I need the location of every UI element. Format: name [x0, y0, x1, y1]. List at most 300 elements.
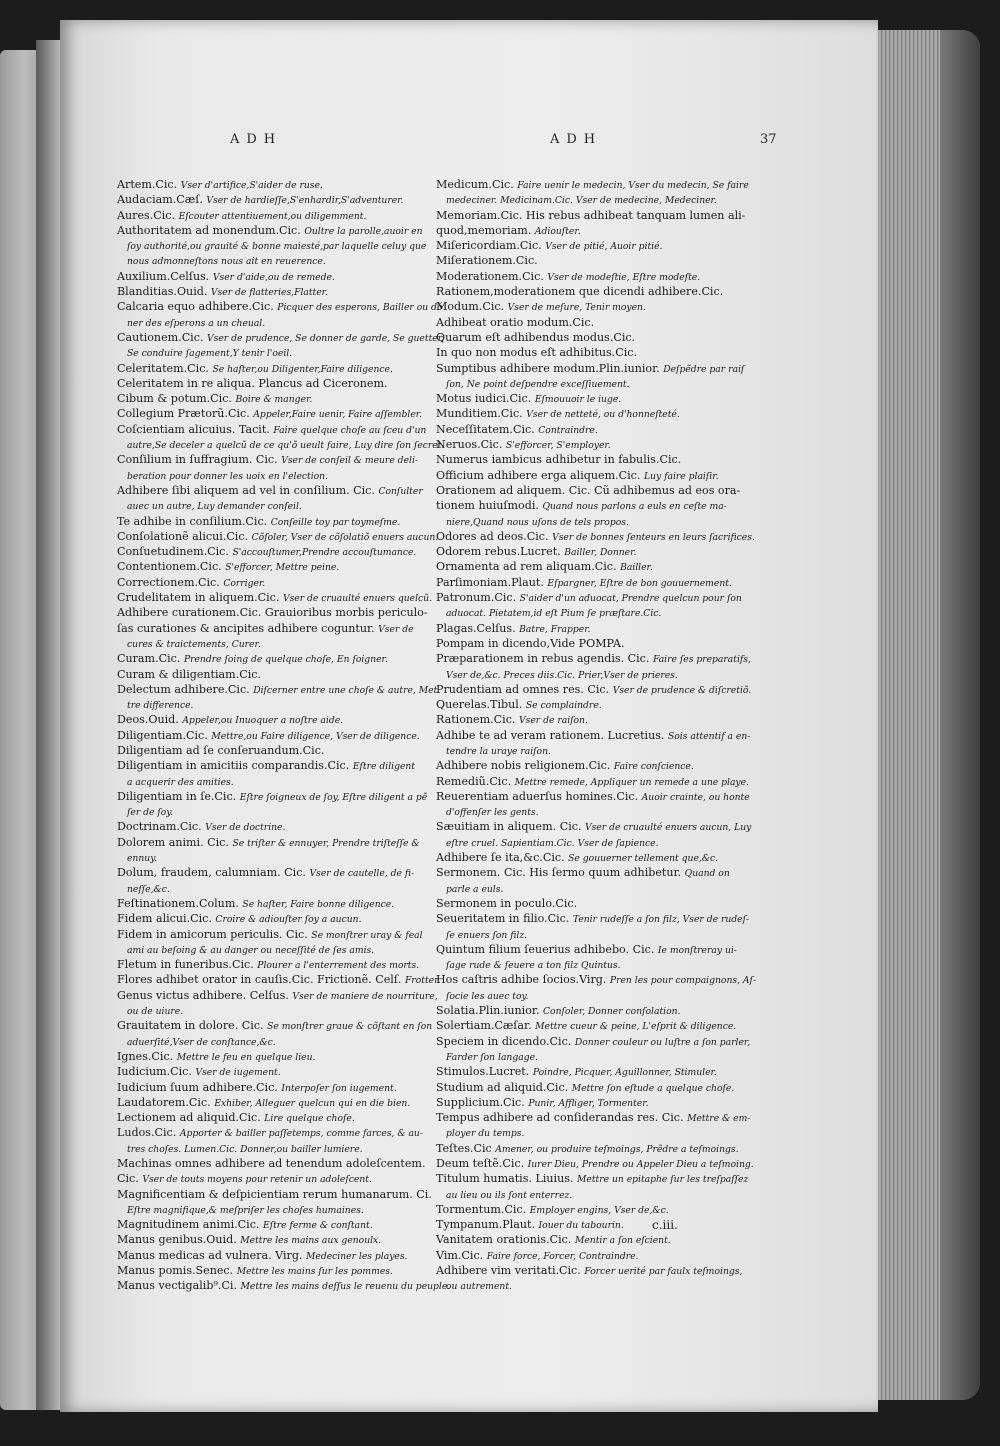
dictionary-entry: [117, 928, 477, 943]
french-gloss: Vser de netteté, ou d'honneſteté.: [526, 409, 680, 421]
french-gloss: Mettre les mains aux genoulx.: [240, 1235, 382, 1247]
dictionary-entry: [436, 560, 808, 575]
french-gloss: Prendre ſoing de quelque choſe, En ſoigner.: [183, 654, 388, 666]
latin-phrase: Calcaria equo adhibere.Cic.: [117, 300, 274, 314]
latin-phrase: Deos.Ouid.: [117, 713, 179, 727]
french-gloss: Vser de modeſtie, Eſtre modeſte.: [547, 271, 701, 283]
latin-phrase: Collegium Prætorũ.Cic.: [117, 407, 250, 421]
french-gloss: Se haſter,ou Diligenter,Faire diligence.: [212, 363, 393, 375]
french-gloss: tendre la uraye raiſon.: [446, 745, 551, 757]
french-gloss: Conſeille toy par toymeſme.: [270, 516, 401, 528]
french-gloss: S'accouſtumer,Prendre accouſtumance.: [232, 547, 417, 559]
dictionary-entry: [436, 820, 808, 835]
dictionary-entry: [117, 1233, 477, 1248]
french-gloss: Forcer uerité par faulx teſmoings,: [584, 1266, 743, 1278]
dictionary-entry: [436, 1172, 808, 1187]
french-gloss: Mettre ſon eſtude a quelque choſe.: [571, 1082, 735, 1094]
dictionary-entry: [436, 1035, 808, 1050]
french-gloss: Vser de flatteries,Flatter.: [210, 287, 328, 299]
latin-phrase: Iudicium ſuum adhibere.Cic.: [117, 1080, 278, 1094]
french-gloss: neſſe,&c.: [127, 883, 170, 895]
dictionary-entry: [436, 713, 808, 728]
dictionary-entry: [436, 729, 808, 744]
latin-phrase: Vim.Cic.: [436, 1248, 484, 1262]
dictionary-entry: [436, 209, 808, 224]
latin-phrase: Neceſſitatem.Cic.: [436, 422, 535, 436]
dictionary-entry: [436, 1004, 808, 1019]
latin-phrase: Ludos.Cic.: [117, 1126, 177, 1140]
latin-phrase: Adhibeat oratio modum.Cic.: [436, 315, 595, 329]
latin-phrase: Magnificentiam & deſpicientiam rerum humanarum. Ci.: [117, 1187, 432, 1201]
dictionary-entry: [436, 652, 808, 667]
french-gloss: Lire quelque choſe.: [264, 1113, 355, 1125]
dictionary-entry: [436, 346, 808, 361]
french-gloss: ployer du temps.: [446, 1128, 525, 1140]
dictionary-entry: [117, 591, 477, 606]
french-gloss: Appeler,Faire uenir, Faire aſſembler.: [253, 409, 423, 421]
dictionary-entry: [436, 1249, 808, 1264]
latin-phrase: Titulum humatis. Liuius.: [436, 1172, 574, 1186]
dictionary-entry: [117, 1111, 477, 1126]
latin-phrase: Aures.Cic.: [117, 208, 176, 222]
latin-phrase: Conſuetudinem.Cic.: [117, 545, 229, 559]
signature-mark: c.iii.: [652, 1218, 678, 1232]
dictionary-entry: [117, 453, 477, 468]
dictionary-entry: [117, 683, 477, 698]
dictionary-entry: [436, 973, 808, 988]
latin-phrase: Neruos.Cic.: [436, 438, 503, 452]
dictionary-entry: [117, 576, 477, 591]
dictionary-entry: [436, 1126, 808, 1141]
dictionary-entry: [436, 1279, 808, 1294]
dictionary-entry: [117, 178, 477, 193]
dictionary-entry: [436, 943, 808, 958]
dictionary-entry: [117, 377, 477, 392]
dictionary-entry: [117, 759, 477, 774]
french-gloss: Vser d'aide,ou de remede.: [212, 271, 335, 283]
french-gloss: au lieu ou ils ſont enterrez.: [446, 1189, 573, 1201]
dictionary-entry: [117, 209, 477, 224]
french-gloss: Se triſter & ennuyer, Prendre triſteſſe &: [232, 837, 420, 849]
latin-phrase: Grauitatem in dolore. Cic.: [117, 1019, 264, 1033]
french-gloss: Quand nous parlons a euls en ceſte ma-: [542, 501, 727, 513]
french-gloss: Se gouuerner tellement que,&c.: [568, 853, 719, 865]
dictionary-entry: [117, 1126, 477, 1141]
dictionary-entry: [436, 882, 808, 897]
french-gloss: Eſtre magnifique,& meſpriſer les choſes humaines.: [127, 1204, 364, 1216]
latin-phrase: Odorem rebus.Lucret.: [436, 545, 561, 559]
dictionary-entry: [436, 469, 808, 484]
french-gloss: Exhiber, Alleguer quelcun qui en die bien.: [214, 1097, 411, 1109]
dictionary-entry: [117, 1172, 477, 1187]
french-gloss: Tenir rudeſſe a ſon filz, Vser de rudeſ-: [572, 914, 750, 926]
french-gloss: Amener, ou produire teſmoings, Prẽdre a teſmoings.: [495, 1143, 739, 1155]
dictionary-entry: [436, 1019, 808, 1034]
latin-phrase: Ornamenta ad rem aliquam.Cic.: [436, 560, 617, 574]
french-gloss: Auoir crainte, ou honte: [641, 791, 750, 803]
latin-phrase: Rationem,moderationem que dicendi adhibere.Cic.: [436, 285, 724, 299]
dictionary-entry: [117, 239, 477, 254]
latin-phrase: Dolum, fraudem, calumniam. Cic.: [117, 866, 306, 880]
french-gloss: Cõſoler, Vser de cõſolatiõ enuers aucun.: [251, 531, 439, 543]
latin-phrase: Memoriam.Cic. His rebus adhibeat tanquam lumen ali-: [436, 208, 746, 222]
french-gloss: Frotter.: [404, 975, 441, 987]
dictionary-entry: [436, 744, 808, 759]
french-gloss: Mettre & em-: [687, 1113, 751, 1125]
french-gloss: Mettre un epitaphe ſur les treſpaſſez: [576, 1174, 749, 1186]
dictionary-entry: [436, 622, 808, 637]
french-gloss: Faire quelque choſe au ſceu d'un: [273, 424, 427, 436]
latin-phrase: Tormentum.Cic.: [436, 1202, 527, 1216]
dictionary-entry: [436, 178, 808, 193]
latin-phrase: Machinas omnes adhibere ad tenendum adoleſcentem.: [117, 1157, 426, 1170]
dictionary-entry: [117, 973, 477, 988]
latin-phrase: Sæuitiam in aliquem. Cic.: [436, 820, 582, 834]
latin-phrase: Contentionem.Cic.: [117, 560, 222, 574]
french-gloss: Eſcouter attentiuement,ou diligemment.: [178, 210, 367, 222]
french-gloss: ſer de ſoy.: [127, 807, 174, 819]
latin-phrase: Iudicium.Cic.: [117, 1065, 192, 1079]
latin-phrase: Laudatorem.Cic.: [117, 1095, 211, 1109]
dictionary-entry: [117, 1249, 477, 1264]
latin-phrase: Adhibere vim veritati.Cic.: [436, 1264, 581, 1278]
french-gloss: Luy faire plaiſir.: [643, 470, 719, 482]
french-gloss: Faire conſcience.: [613, 761, 694, 773]
latin-phrase: Prudentiam ad omnes res. Cic.: [436, 682, 610, 696]
french-gloss: Quand on: [684, 868, 730, 880]
dictionary-entry: [436, 790, 808, 805]
french-gloss: Batre, Frapper.: [519, 623, 591, 635]
latin-phrase: Audaciam.Cæſ.: [117, 193, 203, 207]
latin-phrase: Auxilium.Celſus.: [117, 269, 210, 283]
dictionary-entry: [436, 1111, 808, 1126]
dictionary-entry: [117, 1035, 477, 1050]
latin-phrase: Supplicium.Cic.: [436, 1095, 525, 1109]
latin-phrase: Officium adhibere erga aliquem.Cic.: [436, 468, 641, 482]
french-gloss: Vser de doctrine.: [205, 822, 286, 834]
dictionary-entry: [436, 897, 808, 912]
french-gloss: Plourer a l'enterrement des morts.: [257, 960, 420, 972]
dictionary-entry: [436, 1065, 808, 1080]
french-gloss: cures & traictements, Curer.: [127, 638, 261, 650]
french-gloss: medeciner. Medicinam.Cic. Vser de medecine, Medeciner.: [446, 195, 717, 207]
book-fore-edge: [862, 30, 980, 1400]
latin-phrase: Sermonem in poculo.Cic.: [436, 896, 578, 910]
dictionary-entry: [436, 285, 808, 300]
dictionary-entry: [117, 637, 477, 652]
latin-phrase: Rationem.Cic.: [436, 713, 516, 727]
latin-phrase: Modum.Cic.: [436, 300, 505, 314]
latin-phrase: Curam.Cic.: [117, 652, 181, 666]
french-gloss: Vser de cautelle, de fi-: [309, 868, 415, 880]
latin-phrase: Lectionem ad aliquid.Cic.: [117, 1111, 261, 1125]
dictionary-entry: [436, 1218, 808, 1233]
french-gloss: aduocat. Pietatem,id eſt Pium ſe præſtare.Cic.: [446, 608, 662, 620]
latin-phrase: Numerus iambicus adhibetur in fabulis.Cic.: [436, 453, 682, 467]
dictionary-entry: [117, 882, 477, 897]
latin-phrase: Diligentiam in ſe.Cic.: [117, 789, 237, 803]
french-gloss: Vser de cruaulté enuers quelcũ.: [282, 593, 433, 605]
french-gloss: beration pour donner les uoix en l'election.: [127, 470, 329, 482]
french-gloss: ſage rude & ſeuere a ton filz Quintus.: [446, 960, 621, 972]
french-gloss: Se monſtrer graue & cõſtant en ſon: [267, 1021, 433, 1033]
french-gloss: Faire ſes preparatifs,: [652, 654, 751, 666]
latin-phrase: Stimulos.Lucret.: [436, 1065, 530, 1079]
french-gloss: Vser de prudence, Se donner de garde, Se guetter,: [207, 332, 444, 344]
dictionary-entry: [436, 1188, 808, 1203]
dictionary-entry: [117, 1188, 477, 1203]
latin-phrase: Tympanum.Plaut.: [436, 1218, 535, 1232]
french-gloss: Ie monſtreray ui-: [657, 944, 737, 956]
latin-phrase: Reuerentiam aduerſus homines.Cic.: [436, 789, 639, 803]
dictionary-entry: [117, 836, 477, 851]
latin-phrase: Patronum.Cic.: [436, 591, 517, 605]
dictionary-entry: [436, 392, 808, 407]
french-gloss: nous admonneſtons nous ait en reuerence.: [127, 256, 326, 268]
latin-phrase: Adhibere ſe ita,&c.Cic.: [436, 851, 565, 865]
dictionary-entry: [117, 484, 477, 499]
french-gloss: ſoy authorité,ou grauité & bonne maiesté,par laquelle celuy que: [127, 241, 427, 253]
dictionary-entry: [117, 392, 477, 407]
french-gloss: Sois attentif a en-: [667, 730, 751, 742]
dictionary-entry: [436, 698, 808, 713]
latin-phrase: Artem.Cic.: [117, 178, 178, 191]
french-gloss: Mettre cueur & peine, L'eſprit & diligence.: [535, 1021, 737, 1033]
latin-phrase: Celeritatem.Cic.: [117, 361, 209, 375]
latin-phrase: Adhibere curationem.Cic. Grauioribus morbis periculo-: [117, 606, 428, 620]
dictionary-entry: [436, 545, 808, 560]
dictionary-entry: [117, 820, 477, 835]
dictionary-entry: [117, 729, 477, 744]
latin-phrase: Munditiem.Cic.: [436, 407, 523, 421]
latin-phrase: Fidem in amicorum periculis. Cic.: [117, 927, 308, 941]
french-gloss: Vser de pitié, Auoir pitié.: [545, 241, 663, 253]
dictionary-entry: [117, 1004, 477, 1019]
latin-phrase: Manus pomis.Senec.: [117, 1264, 234, 1278]
french-gloss: Se haſter, Faire bonne diligence.: [242, 898, 395, 910]
dictionary-entry: [436, 270, 808, 285]
french-gloss: Mettre remede, Appliquer un remede a une playe.: [514, 776, 749, 788]
right-column: [436, 178, 808, 1295]
dictionary-entry: [436, 438, 808, 453]
french-gloss: Vser de,&c. Preces diis.Cic. Prier,Vser de prieres.: [446, 669, 678, 681]
latin-phrase: Te adhibe in conſilium.Cic.: [117, 514, 268, 528]
dictionary-entry: [117, 224, 477, 239]
dictionary-entry: [436, 576, 808, 591]
latin-phrase: Deum teſtẽ.Cic.: [436, 1157, 525, 1170]
dictionary-entry: [436, 866, 808, 881]
dictionary-entry: [117, 1264, 477, 1279]
latin-phrase: Diligentiam ad ſe conſeruandum.Cic.: [117, 743, 325, 757]
dictionary-entry: [117, 560, 477, 575]
french-gloss: Se conduire ſagement,Y tenir l'oeil.: [127, 348, 293, 360]
dictionary-entry: [117, 851, 477, 866]
french-gloss: Vser de cruaulté enuers aucun, Luy: [585, 822, 752, 834]
dictionary-entry: [117, 652, 477, 667]
dictionary-entry: [436, 224, 808, 239]
dictionary-entry: [436, 316, 808, 331]
left-column: [117, 178, 477, 1295]
french-gloss: Se complaindre.: [525, 700, 602, 712]
dictionary-entry: [436, 362, 808, 377]
dictionary-entry: [436, 1050, 808, 1065]
latin-phrase: Adhibere ſibi aliquem ad vel in conſilium. Cic.: [117, 483, 375, 497]
latin-phrase: Hos caſtris adhibe ſocios.Virg.: [436, 973, 607, 987]
french-gloss: tre difference.: [127, 700, 194, 712]
latin-phrase: Plagas.Celſus.: [436, 621, 516, 635]
dictionary-entry: [436, 499, 808, 514]
dictionary-entry: [436, 928, 808, 943]
french-gloss: Appeler,ou Inuoquer a noſtre aide.: [182, 715, 344, 727]
dictionary-entry: [117, 254, 477, 269]
dictionary-entry: [117, 744, 477, 759]
dictionary-entry: [117, 790, 477, 805]
dictionary-entry: [117, 1081, 477, 1096]
dictionary-entry: [436, 958, 808, 973]
french-gloss: niere,Quand nous uſons de tels propos.: [446, 516, 629, 528]
dictionary-entry: [436, 254, 808, 269]
latin-phrase: Blanditias.Ouid.: [117, 285, 208, 299]
french-gloss: autre,Se deceler a quelcũ de ce qu'õ ueult faire, Luy dire ſon ſecret.: [127, 440, 445, 452]
dictionary-entry: [436, 759, 808, 774]
dictionary-entry: [117, 423, 477, 438]
dictionary-entry: [436, 989, 808, 1004]
dictionary-entry: [436, 1081, 808, 1096]
dictionary-entry: [436, 591, 808, 606]
dictionary-entry: [117, 1157, 477, 1172]
dictionary-entry: [117, 515, 477, 530]
latin-phrase: Seueritatem in filio.Cic.: [436, 912, 570, 926]
latin-phrase: Solertiam.Cæſar.: [436, 1019, 532, 1033]
french-gloss: Eſpargner, Eſtre de bon gouuernement.: [547, 577, 732, 589]
dictionary-entry: [436, 851, 808, 866]
latin-phrase: Teſtes.Cic: [436, 1141, 492, 1155]
french-gloss: Vser de bonnes ſenteurs en leurs ſacrifices.: [552, 531, 755, 543]
dictionary-entry: [117, 1096, 477, 1111]
french-gloss: ennuy.: [127, 853, 158, 865]
latin-phrase: Conſilium in ſuffragium. Cic.: [117, 453, 278, 467]
french-gloss: Poindre, Picquer, Aguillonner, Stimuler.: [532, 1067, 717, 1079]
dictionary-entry: [436, 668, 808, 683]
french-gloss: Vser de prudence & diſcretiõ.: [612, 684, 752, 696]
french-gloss: eſtre cruel. Sapientiam.Cic. Vser de ſapience.: [446, 837, 659, 849]
dictionary-entry: [436, 423, 808, 438]
french-gloss: Adiouſter.: [534, 225, 581, 237]
french-gloss: Croire & adiouſter ſoy a aucun.: [215, 914, 362, 926]
latin-phrase: Feſtinationem.Colum.: [117, 896, 239, 910]
dictionary-entry: [117, 1142, 477, 1157]
dictionary-entry: [436, 683, 808, 698]
french-gloss: auec un autre, Luy demander conſeil.: [127, 501, 302, 513]
dictionary-entry: [436, 1233, 808, 1248]
dictionary-entry: [436, 1264, 808, 1279]
dictionary-entry: [436, 912, 808, 927]
french-gloss: Vser de maniere de nourriture,: [292, 990, 438, 1002]
dictionary-entry: [117, 1050, 477, 1065]
french-gloss: S'efforcer, S'employer.: [505, 440, 611, 452]
dictionary-entry: [117, 407, 477, 422]
french-gloss: ner des eſperons a un cheual.: [127, 317, 266, 329]
dictionary-entry: [436, 239, 808, 254]
french-gloss: Mettre le feu en quelque lieu.: [176, 1051, 316, 1063]
french-gloss: Conſoler, Donner conſolation.: [543, 1006, 681, 1018]
dictionary-entry: [117, 866, 477, 881]
dictionary-entry: [436, 637, 808, 652]
latin-phrase: Cautionem.Cic.: [117, 330, 204, 344]
french-gloss: ou autrement.: [446, 1281, 512, 1293]
french-gloss: Interpoſer ſon iugement.: [281, 1082, 397, 1094]
latin-phrase: Quarum eſt adhibendus modus.Cic.: [436, 330, 636, 344]
latin-phrase: Miſerationem.Cic.: [436, 254, 538, 268]
french-gloss: Se monſtrer uray & feal: [311, 929, 423, 941]
dictionary-entry: [117, 606, 477, 621]
latin-phrase: Vanitatem orationis.Cic.: [436, 1233, 572, 1247]
dictionary-entry: [436, 1157, 808, 1172]
latin-phrase: Ignes.Cic.: [117, 1049, 174, 1063]
latin-phrase: Fidem alicui.Cic.: [117, 912, 212, 926]
latin-phrase: Orationem ad aliquem. Cic. Cũ adhibemus ad eos ora-: [436, 483, 741, 497]
dictionary-entry: [117, 499, 477, 514]
latin-phrase: Miſericordiam.Cic.: [436, 239, 542, 253]
french-gloss: Vser de touts moyens pour retenir un adoleſcent.: [142, 1174, 372, 1186]
latin-phrase: Magnitudinem animi.Cic.: [117, 1218, 260, 1232]
french-gloss: Contraindre.: [538, 424, 598, 436]
dictionary-entry: [117, 438, 477, 453]
latin-phrase: Quintum filium ſeuerius adhibebo. Cic.: [436, 942, 655, 956]
french-gloss: Eſtre ferme & conſtant.: [262, 1220, 373, 1232]
latin-phrase: Adhibe te ad veram rationem. Lucretius.: [436, 728, 665, 742]
dictionary-entry: [117, 285, 477, 300]
dictionary-entry: [117, 362, 477, 377]
latin-phrase: Solatia.Plin.iunior.: [436, 1004, 540, 1018]
dictionary-entry: [117, 300, 477, 315]
latin-phrase: Speciem in dicendo.Cic.: [436, 1034, 572, 1048]
french-gloss: Vser de raiſon.: [518, 715, 588, 727]
dictionary-entry: [117, 530, 477, 545]
latin-phrase: Delectum adhibere.Cic.: [117, 682, 250, 696]
french-gloss: Vser de: [378, 623, 414, 635]
dictionary-entry: [436, 1203, 808, 1218]
dictionary-entry: [117, 193, 477, 208]
french-gloss: Punir, Affliger, Tormenter.: [528, 1097, 649, 1109]
french-gloss: Mettre,ou Faire diligence, Vser de diligence.: [211, 730, 420, 742]
dictionary-entry: [436, 300, 808, 315]
french-gloss: d'offenſer les gents.: [446, 807, 539, 819]
dictionary-entry: [436, 805, 808, 820]
dictionary-entry: [436, 377, 808, 392]
dictionary-entry: [117, 346, 477, 361]
latin-phrase: Manus genibus.Ouid.: [117, 1233, 237, 1247]
french-gloss: Vser de hardieſſe,S'enhardir,S'adventurer.: [206, 195, 404, 207]
dictionary-entry: [117, 698, 477, 713]
dictionary-entry: [436, 484, 808, 499]
dictionary-entry: [117, 897, 477, 912]
latin-phrase: Remediũ.Cic.: [436, 774, 512, 788]
latin-phrase: Doctrinam.Cic.: [117, 820, 202, 834]
latin-phrase: Cibum & potum.Cic.: [117, 392, 232, 406]
latin-phrase: Conſolationẽ alicui.Cic.: [117, 529, 249, 543]
french-gloss: Iurer Dieu, Prendre ou Appeler Dieu a teſmoing.: [527, 1159, 754, 1170]
french-gloss: ſon, Ne point deſpendre exceſſiuement.: [446, 378, 630, 390]
latin-phrase: Diligentiam.Cic.: [117, 728, 208, 742]
dictionary-entry: [117, 622, 477, 637]
dictionary-entry: [117, 668, 477, 683]
french-gloss: Pren les pour compaignons, Aſ-: [609, 975, 757, 987]
latin-phrase: Celeritatem in re aliqua. Plancus ad Ciceronem.: [117, 376, 388, 390]
latin-phrase: Flores adhibet orator in cauſis.Cic. Frictionẽ. Celſ.: [117, 973, 402, 987]
dictionary-entry: [436, 775, 808, 790]
dictionary-entry: [117, 1203, 477, 1218]
